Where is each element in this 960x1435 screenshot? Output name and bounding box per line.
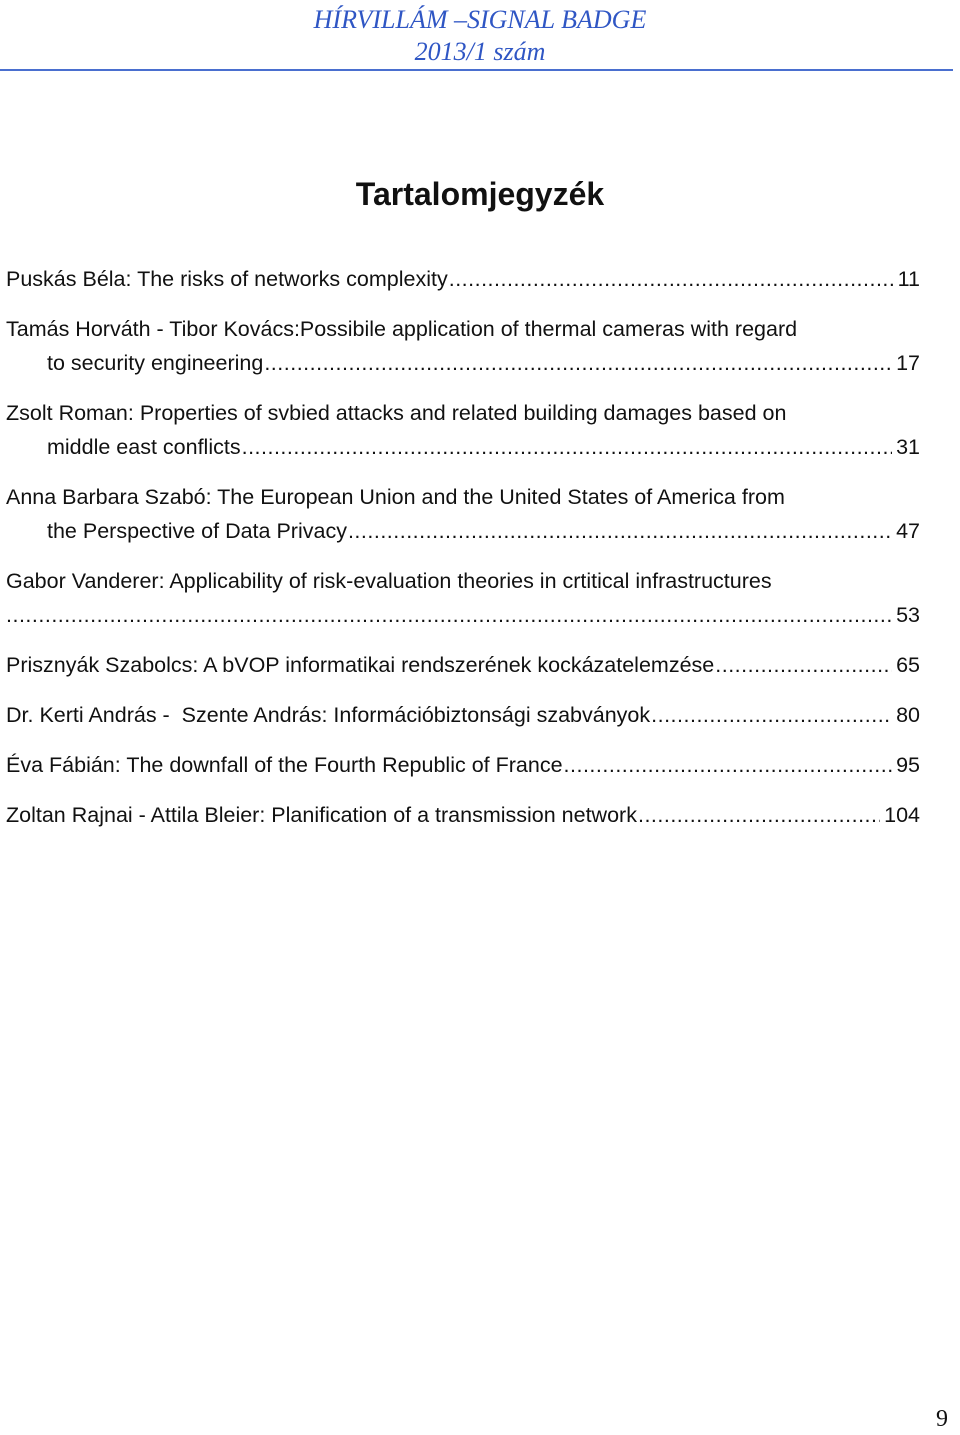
toc-entry-title: Dr. Kerti András - Szente András: Információbiztonsági szabványok — [6, 703, 651, 727]
header-divider — [0, 69, 953, 71]
toc-entry[interactable] — [6, 698, 920, 732]
toc-entry[interactable] — [6, 648, 920, 682]
toc-entry[interactable] — [6, 748, 920, 782]
toc-entry-page: 95 — [896, 753, 920, 777]
toc-entry-title-cont: the Perspective of Data Privacy — [47, 519, 347, 543]
toc-entry[interactable] — [6, 798, 920, 832]
toc-entry[interactable] — [6, 564, 920, 632]
toc-entry-title-cont: middle east conflicts — [47, 435, 241, 459]
journal-issue: 2013/1 szám — [414, 37, 546, 66]
table-of-contents — [6, 262, 920, 848]
toc-leader-dots — [638, 798, 880, 832]
toc-leader-dots — [715, 648, 892, 682]
toc-title: Tartalomjegyzék — [355, 176, 605, 212]
toc-entry-title: Tamás Horváth - Tibor Kovács:Possibile application of thermal cameras with regard — [6, 317, 798, 341]
toc-entry-page: 65 — [896, 653, 920, 677]
toc-leader-dots — [651, 698, 892, 732]
toc-entry-title: Éva Fábián: The downfall of the Fourth Republic of France — [6, 753, 563, 777]
toc-entry[interactable] — [6, 480, 920, 548]
toc-leader-dots — [6, 598, 892, 632]
toc-entry-page: 17 — [896, 351, 920, 375]
toc-entry-page: 80 — [896, 703, 920, 727]
toc-entry-title: Zsolt Roman: Properties of svbied attacks and related building damages based on — [6, 401, 787, 425]
toc-entry-page: 31 — [896, 435, 920, 459]
journal-title: HÍRVILLÁM –SIGNAL BADGE — [313, 5, 647, 34]
toc-entry[interactable] — [6, 396, 920, 464]
toc-leader-dots — [242, 430, 892, 464]
toc-entry-title: Prisznyák Szabolcs: A bVOP informatikai rendszerének kockázatelemzése — [6, 653, 715, 677]
toc-entry-page: 47 — [896, 519, 920, 543]
toc-entry-page: 104 — [884, 803, 920, 827]
toc-leader-dots — [449, 262, 894, 296]
toc-entry[interactable] — [6, 262, 920, 296]
toc-entry-title: Zoltan Rajnai - Attila Bleier: Planification of a transmission network — [6, 803, 637, 827]
toc-leader-dots — [564, 748, 893, 782]
toc-entry-title-cont: to security engineering — [47, 351, 264, 375]
toc-entry-title: Gabor Vanderer: Applicability of risk-evaluation theories in crtitical infrastructures — [6, 569, 772, 593]
toc-leader-dots — [348, 514, 892, 548]
toc-entry-page: 53 — [896, 603, 920, 627]
toc-entry-title: Puskás Béla: The risks of networks complexity — [6, 267, 448, 291]
toc-entry-page: 11 — [897, 267, 920, 291]
toc-entry[interactable] — [6, 312, 920, 380]
page-number: 9 — [936, 1406, 948, 1432]
toc-entry-title: Anna Barbara Szabó: The European Union and the United States of America from — [6, 485, 785, 509]
toc-leader-dots — [264, 346, 892, 380]
